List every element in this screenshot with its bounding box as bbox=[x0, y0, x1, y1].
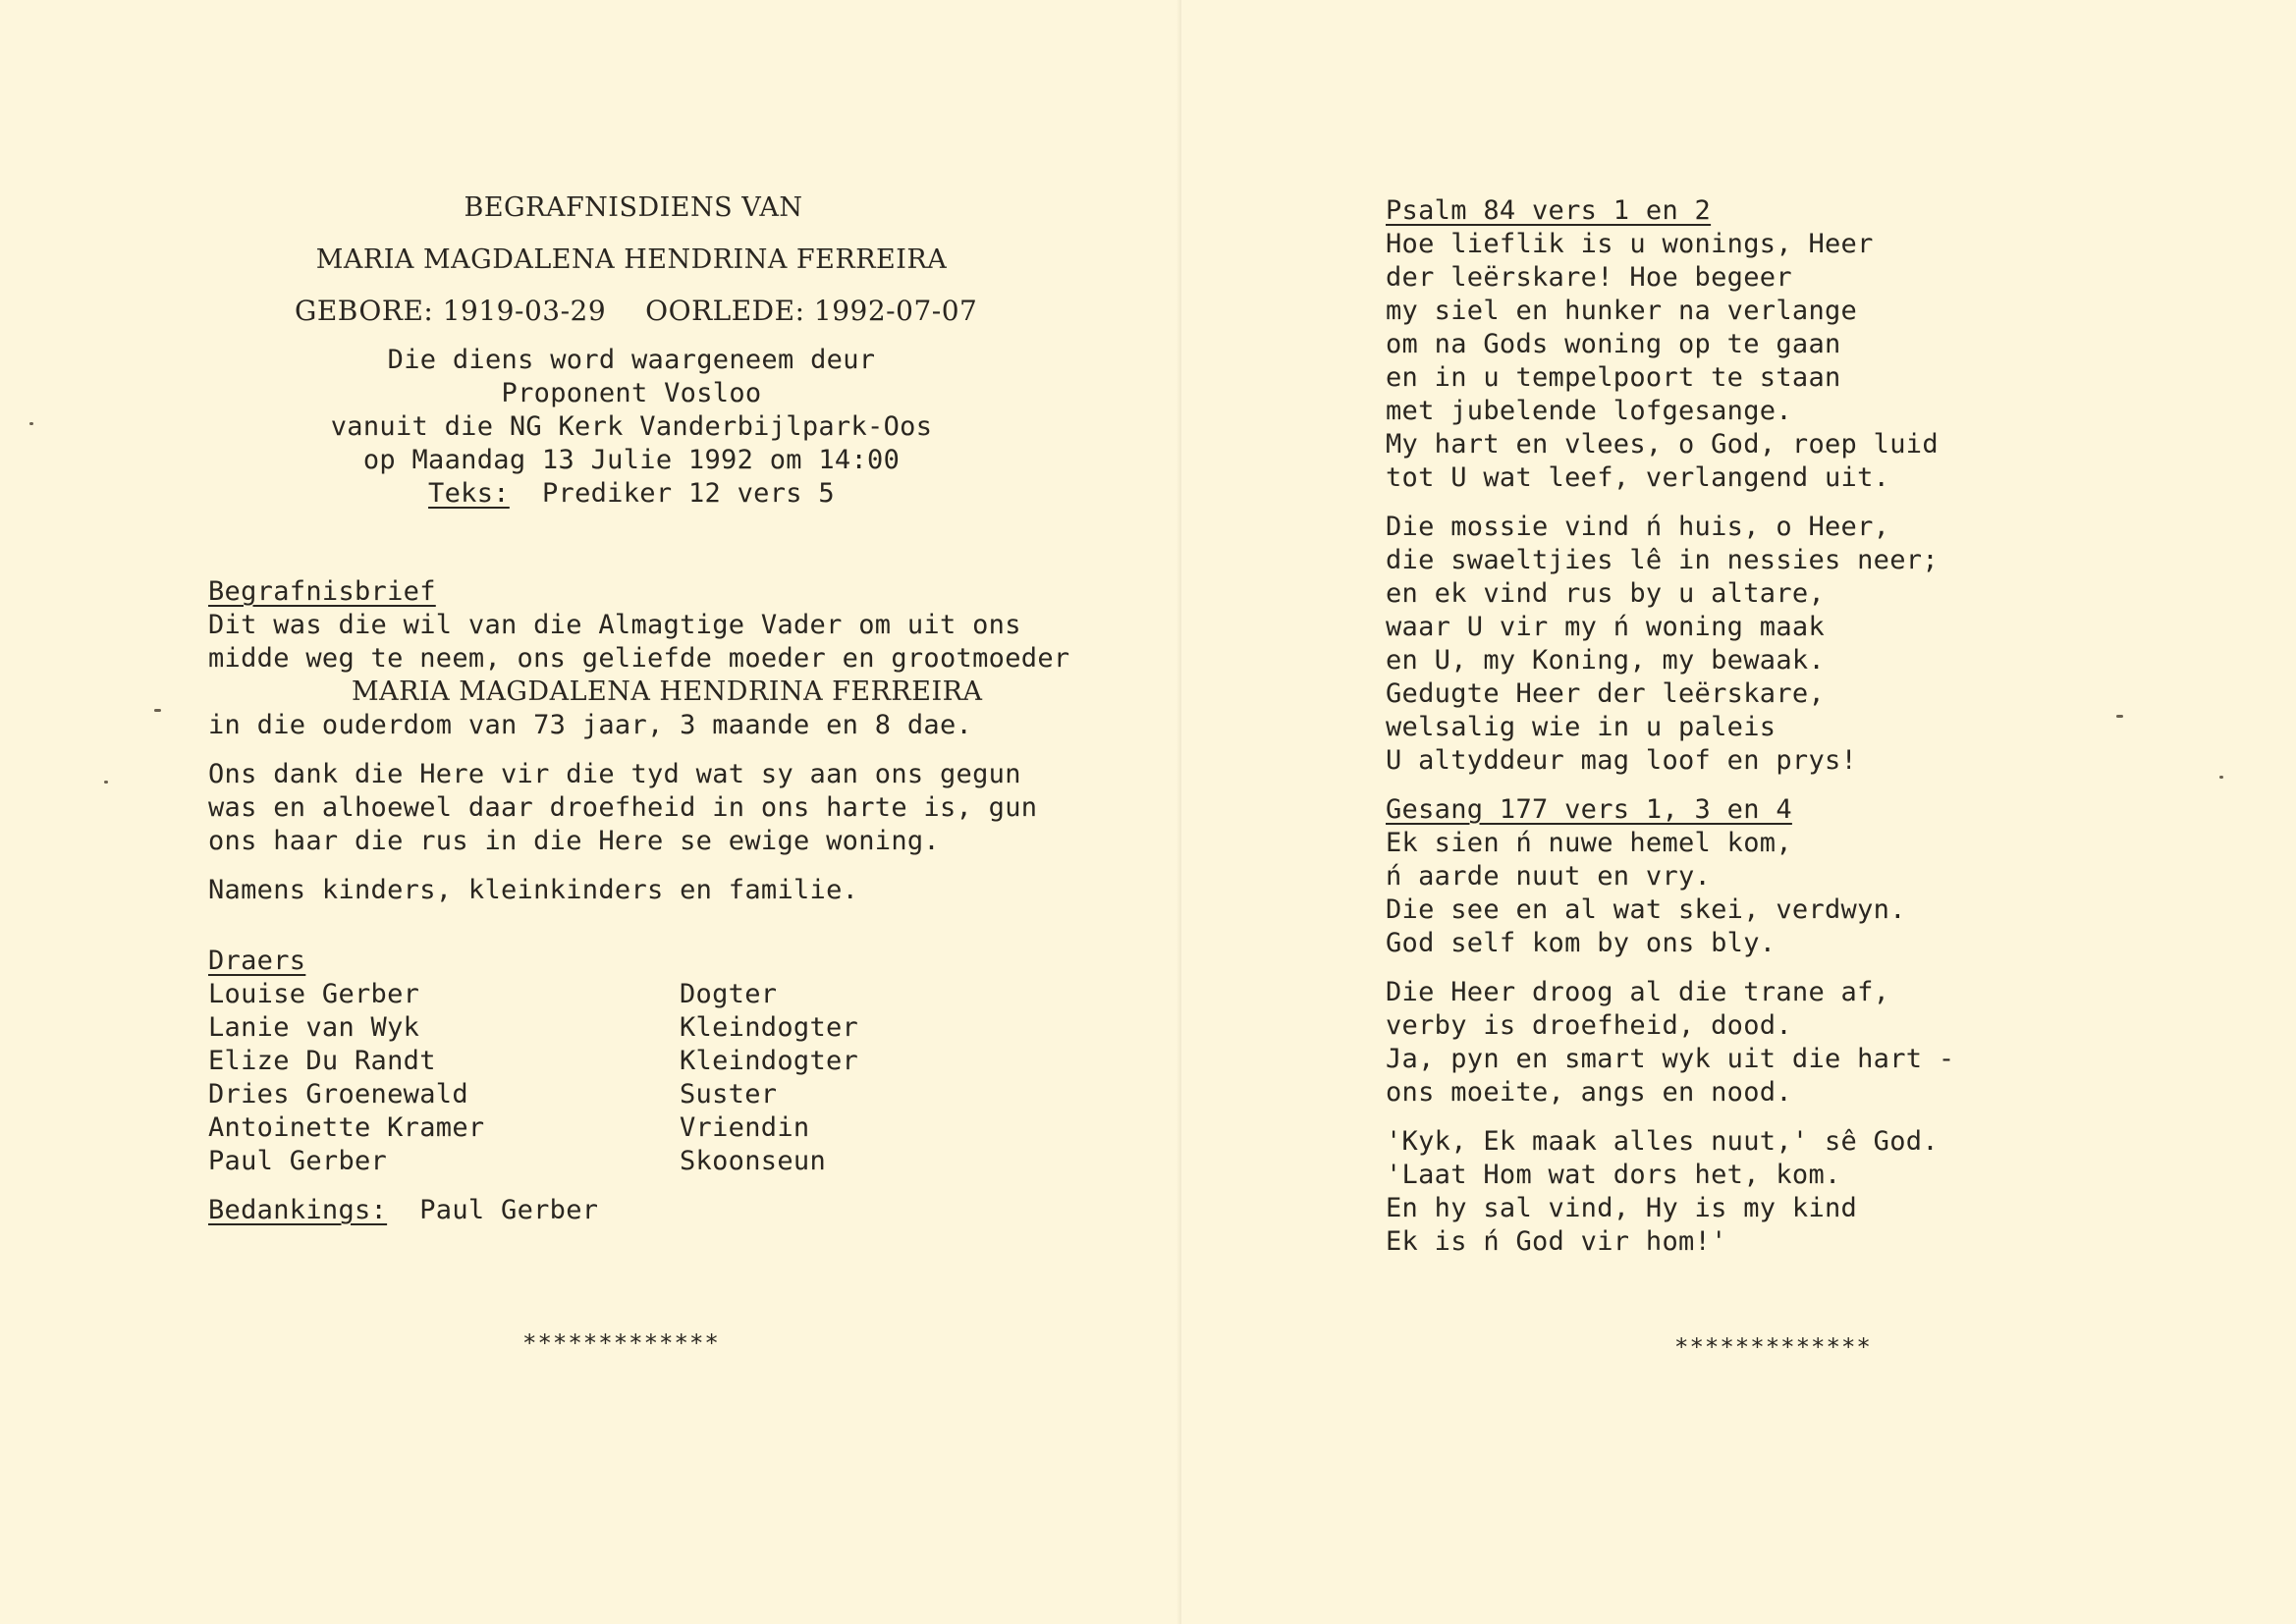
deceased-name: MARIA MAGDALENA HENDRINA FERREIRA bbox=[315, 244, 948, 275]
verse-line: en ek vind rus by u altare, bbox=[1386, 578, 1825, 609]
pallbearer-name: Lanie van Wyk bbox=[208, 1012, 420, 1043]
verse-line: Ek sien ń nuwe hemel kom, bbox=[1386, 828, 1792, 858]
verse-line: Die see en al wat skei, verdwyn. bbox=[1386, 894, 1906, 925]
verse-line: om na Gods woning op te gaan bbox=[1386, 329, 1841, 359]
scan-speck bbox=[2116, 715, 2123, 718]
service-details bbox=[0, 344, 1263, 511]
verse-line: ń aarde nuut en vry. bbox=[1386, 861, 1712, 892]
scan-speck bbox=[2219, 776, 2223, 779]
on-behalf-line: Namens kinders, kleinkinders en familie. bbox=[208, 875, 859, 905]
letter-line: Dit was die wil van die Almagtige Vader om uit ons bbox=[208, 610, 1021, 640]
born-label: GEBORE: bbox=[295, 295, 434, 327]
pallbearer-name: Elize Du Randt bbox=[208, 1046, 436, 1076]
pallbearers-list bbox=[208, 978, 858, 1178]
died-label: OORLEDE: bbox=[645, 295, 805, 327]
pallbearers bbox=[208, 945, 858, 1227]
letter-line: midde weg te neem, ons geliefde moeder en grootmoeder bbox=[208, 643, 1070, 674]
funeral-letter bbox=[208, 575, 1069, 907]
divider-stars: ************* bbox=[1674, 1333, 1872, 1361]
right-page bbox=[1181, 0, 2296, 1624]
service-line: Die diens word waargeneem deur bbox=[387, 345, 876, 375]
pallbearer-row bbox=[208, 1078, 858, 1111]
thanks-line: ons haar die rus in die Here se ewige woning. bbox=[208, 826, 940, 856]
pallbearer-relation: Skoonseun bbox=[680, 1146, 826, 1176]
acknowledgements-name: Paul Gerber bbox=[419, 1195, 599, 1225]
psalm-title: Psalm 84 vers 1 en 2 bbox=[1386, 195, 1712, 226]
verse-line: U altyddeur mag loof en prys! bbox=[1386, 745, 1858, 776]
verse-line: en U, my Koning, my bewaak. bbox=[1386, 645, 1825, 676]
pallbearer-name: Louise Gerber bbox=[208, 979, 420, 1009]
verse-line: Die Heer droog al die trane af, bbox=[1386, 977, 1890, 1007]
letter-name: MARIA MAGDALENA HENDRINA FERREIRA bbox=[352, 677, 983, 707]
sermon-text bbox=[0, 477, 1263, 511]
sermon-text-value: Prediker 12 vers 5 bbox=[541, 478, 835, 509]
verse-line: My hart en vlees, o God, roep luid bbox=[1386, 429, 1939, 460]
gesang-verse-4 bbox=[1386, 1125, 1954, 1259]
verse-line: Hoe lieflik is u wonings, Heer bbox=[1386, 229, 1874, 259]
verse-line: Gedugte Heer der leërskare, bbox=[1386, 678, 1825, 709]
pallbearer-name: Paul Gerber bbox=[208, 1146, 388, 1176]
scan-speck bbox=[104, 781, 108, 784]
acknowledgements-label: Bedankings: bbox=[208, 1195, 388, 1225]
thanks-line: Ons dank die Here vir die tyd wat sy aan ons gegun bbox=[208, 759, 1021, 789]
service-line: op Maandag 13 Julie 1992 om 14:00 bbox=[362, 445, 901, 475]
verse-line: my siel en hunker na verlange bbox=[1386, 296, 1858, 326]
verse-line: 'Kyk, Ek maak alles nuut,' sê God. bbox=[1386, 1126, 1939, 1157]
verse-line: God self kom by ons bly. bbox=[1386, 928, 1777, 958]
pallbearer-row bbox=[208, 1011, 858, 1045]
pallbearer-row bbox=[208, 1111, 858, 1145]
pallbearer-relation: Suster bbox=[680, 1079, 778, 1110]
divider-stars: ************* bbox=[522, 1329, 720, 1357]
service-line: vanuit die NG Kerk Vanderbijlpark-Oos bbox=[330, 411, 933, 442]
verse-line: ons moeite, angs en nood. bbox=[1386, 1077, 1792, 1108]
hymn-texts bbox=[1386, 194, 1954, 1259]
died-date: 1992-07-07 bbox=[813, 295, 978, 327]
scan-speck bbox=[154, 709, 161, 712]
service-heading: BEGRAFNISDIENS VAN bbox=[464, 192, 803, 223]
gesang-verse-1 bbox=[1386, 827, 1954, 960]
verse-line: waar U vir my ń woning maak bbox=[1386, 612, 1825, 642]
letter-age: in die ouderdom van 73 jaar, 3 maande en 8 dae. bbox=[208, 710, 973, 740]
pallbearer-row bbox=[208, 1145, 858, 1178]
verse-line: verby is droefheid, dood. bbox=[1386, 1010, 1792, 1041]
funeral-letter-title: Begrafnisbrief bbox=[208, 576, 436, 607]
verse-line: En hy sal vind, Hy is my kind bbox=[1386, 1193, 1858, 1223]
pallbearer-row bbox=[208, 1045, 858, 1078]
verse-line: met jubelende lofgesange. bbox=[1386, 396, 1792, 426]
verse-line: tot U wat leef, verlangend uit. bbox=[1386, 462, 1890, 493]
pallbearer-relation: Kleindogter bbox=[680, 1046, 859, 1076]
gesang-title: Gesang 177 vers 1, 3 en 4 bbox=[1386, 794, 1792, 825]
pallbearer-name: Dries Groenewald bbox=[208, 1079, 468, 1110]
scan-speck bbox=[29, 422, 33, 425]
birth-death-dates bbox=[295, 295, 977, 327]
pallbearer-relation: Dogter bbox=[680, 979, 778, 1009]
pallbearer-relation: Kleindogter bbox=[680, 1012, 859, 1043]
psalm-verse-2 bbox=[1386, 511, 1954, 778]
verse-line: die swaeltjies lê in nessies neer; bbox=[1386, 545, 1939, 575]
sermon-text-label: Teks: bbox=[428, 478, 510, 509]
verse-line: Ek is ń God vir hom!' bbox=[1386, 1226, 1727, 1257]
pallbearer-row bbox=[208, 978, 858, 1011]
gesang-verse-3 bbox=[1386, 976, 1954, 1110]
thanks-line: was en alhoewel daar droefheid in ons harte is, gun bbox=[208, 792, 1038, 823]
acknowledgements bbox=[208, 1194, 858, 1227]
pallbearers-title: Draers bbox=[208, 946, 306, 976]
service-line: Proponent Vosloo bbox=[501, 378, 762, 408]
verse-line: der leërskare! Hoe begeer bbox=[1386, 262, 1792, 293]
pallbearer-relation: Vriendin bbox=[680, 1112, 810, 1143]
pallbearer-name: Antoinette Kramer bbox=[208, 1112, 485, 1143]
psalm-verse-1 bbox=[1386, 228, 1954, 495]
verse-line: en in u tempelpoort te staan bbox=[1386, 362, 1841, 393]
verse-line: Ja, pyn en smart wyk uit die hart - bbox=[1386, 1044, 1955, 1074]
verse-line: welsalig wie in u paleis bbox=[1386, 712, 1777, 742]
verse-line: Die mossie vind ń huis, o Heer, bbox=[1386, 512, 1890, 542]
verse-line: 'Laat Hom wat dors het, kom. bbox=[1386, 1160, 1841, 1190]
born-date: 1919-03-29 bbox=[442, 295, 607, 327]
